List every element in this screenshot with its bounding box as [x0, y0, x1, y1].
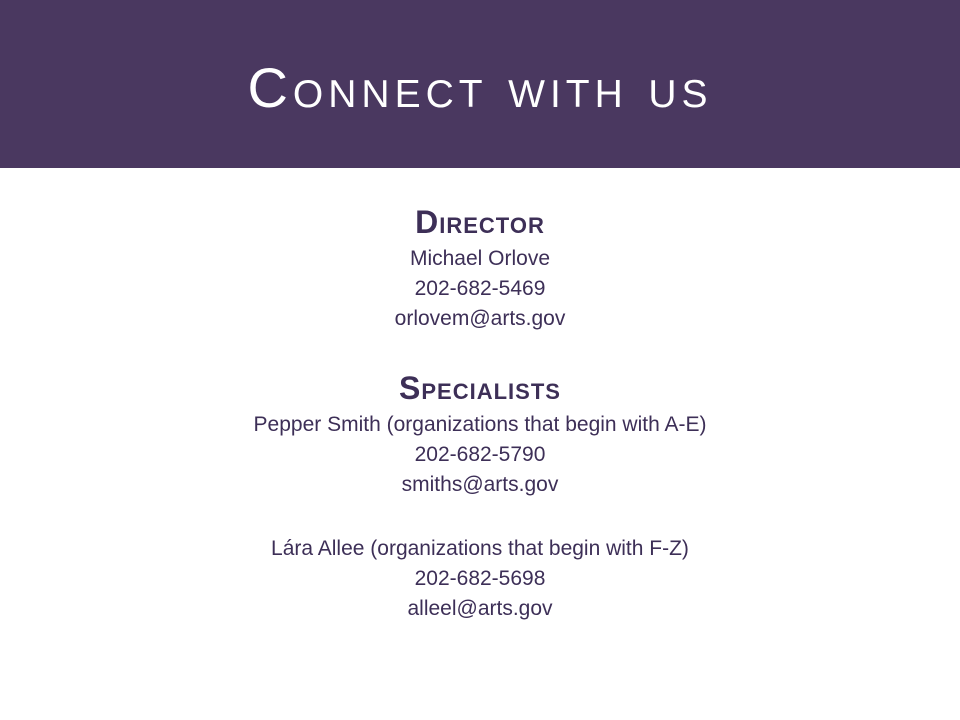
specialist-email[interactable]: alleel@arts.gov — [407, 597, 553, 620]
director-phone[interactable]: 202-682-5469 — [414, 277, 546, 300]
director-section — [0, 200, 960, 334]
director-email[interactable]: orlovem@arts.gov — [394, 307, 566, 330]
title-band — [0, 0, 960, 168]
slide-content — [0, 200, 960, 624]
slide-title: Connect with us — [247, 56, 713, 119]
specialist-name: Lára Allee (organizations that begin with F-Z) — [271, 537, 689, 560]
specialist-contact-f-z — [0, 534, 960, 624]
specialists-section — [0, 366, 960, 624]
specialist-email[interactable]: smiths@arts.gov — [401, 473, 559, 496]
specialist-contact-a-e — [0, 410, 960, 500]
specialist-phone[interactable]: 202-682-5698 — [414, 567, 546, 590]
specialist-phone[interactable]: 202-682-5790 — [414, 443, 546, 466]
specialists-heading: Specialists — [399, 370, 561, 406]
director-heading: Director — [415, 204, 545, 240]
director-name: Michael Orlove — [409, 247, 551, 270]
specialist-name: Pepper Smith (organizations that begin with A-E) — [253, 413, 707, 436]
